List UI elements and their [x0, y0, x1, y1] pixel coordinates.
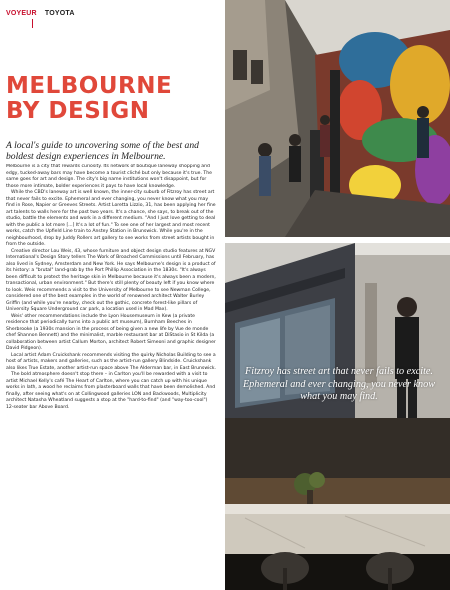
article-subtitle: A local's guide to uncovering some of the best and boldest design experiences in Melbourne.: [6, 140, 199, 162]
article-body: [6, 164, 216, 584]
magazine-header: [6, 10, 75, 17]
body-paragraph: The bold atmosphere doesn't stop there – in Carlton you'll be rewarded with a visit to artist Michael Kelly's café The Heart of Carlton, where you can catch up with his unique works in lath, a wood he reclaims from plasterboard walls that have been demolished. And finally, after seeing what's on at Collingwood galleries LON and Backwoods, Multiplicity architect Natasha Wheatland suggests a stop at the "hard-to-find" (and "way-too-cool") 12-seater bar Above Board.: [6, 372, 216, 410]
body-paragraph: While the CBD's laneway art is well known, the inner-city suburb of Fitzroy has street art that never fails to excite. Ephemeral and ever changing, you never know what you may find in Rose, Napier or Greeves Streets. Artist Loretta Lizzio, 31, has been applying her fine art talents to walls here for the past two years. It's a chance, she says, to break out of the studio, battle the elements and work in a different medium. "And I just love getting to deal with the public a lot more [...] It's a lot of fun." To see one of her largest and most recent works, catch the Upfield Line train to Anstey Station in Brunswick. While you're in the neighbourhood, drop by Juddy Rollers art gallery to see works from street artists bought in from the outside.: [6, 190, 216, 247]
laneway-street-art-photo: [225, 0, 450, 237]
body-paragraph: Weis' other recommendations include the Lyon Housemuseum in Kew (a private residence that periodically turns into a public art museum), Burnham Beeches in Sherbrooke (a 1930s mansion in the process of being given a new life by Vue de monde chef Shannon Bennett) and the minimalist, marble restaurant bar at DiStasio in St Kilda (a collaboration between artist Callum Morton, architect Robert Simeoni and graphic designer David Pidgeon).: [6, 313, 216, 351]
header-divider: [32, 19, 33, 28]
body-paragraph: Melbourne is a city that rewards curiosity. Its network of boutique laneway shopping and edgy, tucked-away bars may have become a tourist cliché but only because it's true. The same goes for art and design. The city's big name institutions won't disappoint, but for those more intimate, bolder experiences it pays to have local knowledge.: [6, 164, 212, 189]
brand-toyota: TOYOTA: [44, 10, 75, 17]
article-title-line-1: MELBOURNE: [6, 73, 173, 99]
bar-interior-photo: [225, 418, 450, 590]
pull-quote: Fitzroy has street art that never fails to excite. Ephemeral and ever changing, you never know what you may find.: [242, 366, 436, 402]
article-title: [6, 74, 206, 124]
body-paragraph: Local artist Adam Cruickshank recommends visiting the quirky Nicholas Building to see a host of artists, makers and galleries, such as the artist-run gallery Blindside. Cruickshank also likes True Estate, another artist-run space above The Alderman bar, in East Brunswick.: [6, 352, 216, 371]
body-paragraph: Creative director Lou Weis, 43, whose furniture and object design studio features at NGV International's Design Story tellers The Work of Broached Commissions until February, has also lived in Sydney, Amsterdam and New York. He says Melbourne's design is a product of its history: a "brutal" land-grab by the Port Phillip Association in the 1830s. "It's always been difficult to protect the heritage skin in Melbourne because it's always been a modern, transactional, urban environment." But there's still plenty of beauty left if you know where to look. Weis recommends a visit to the University of Melbourne to see Newman College, considered one of the best examples in the world of renowned architect Walter Burley Griffin (and while you're nearby, check out the gothic, concrete forest-like pillars of University Square Underground car park, a location used in Mad Max).: [6, 248, 216, 312]
article-title-line-2: BY DESIGN: [6, 98, 150, 124]
brand-voyeur: VOYEUR: [6, 10, 37, 17]
